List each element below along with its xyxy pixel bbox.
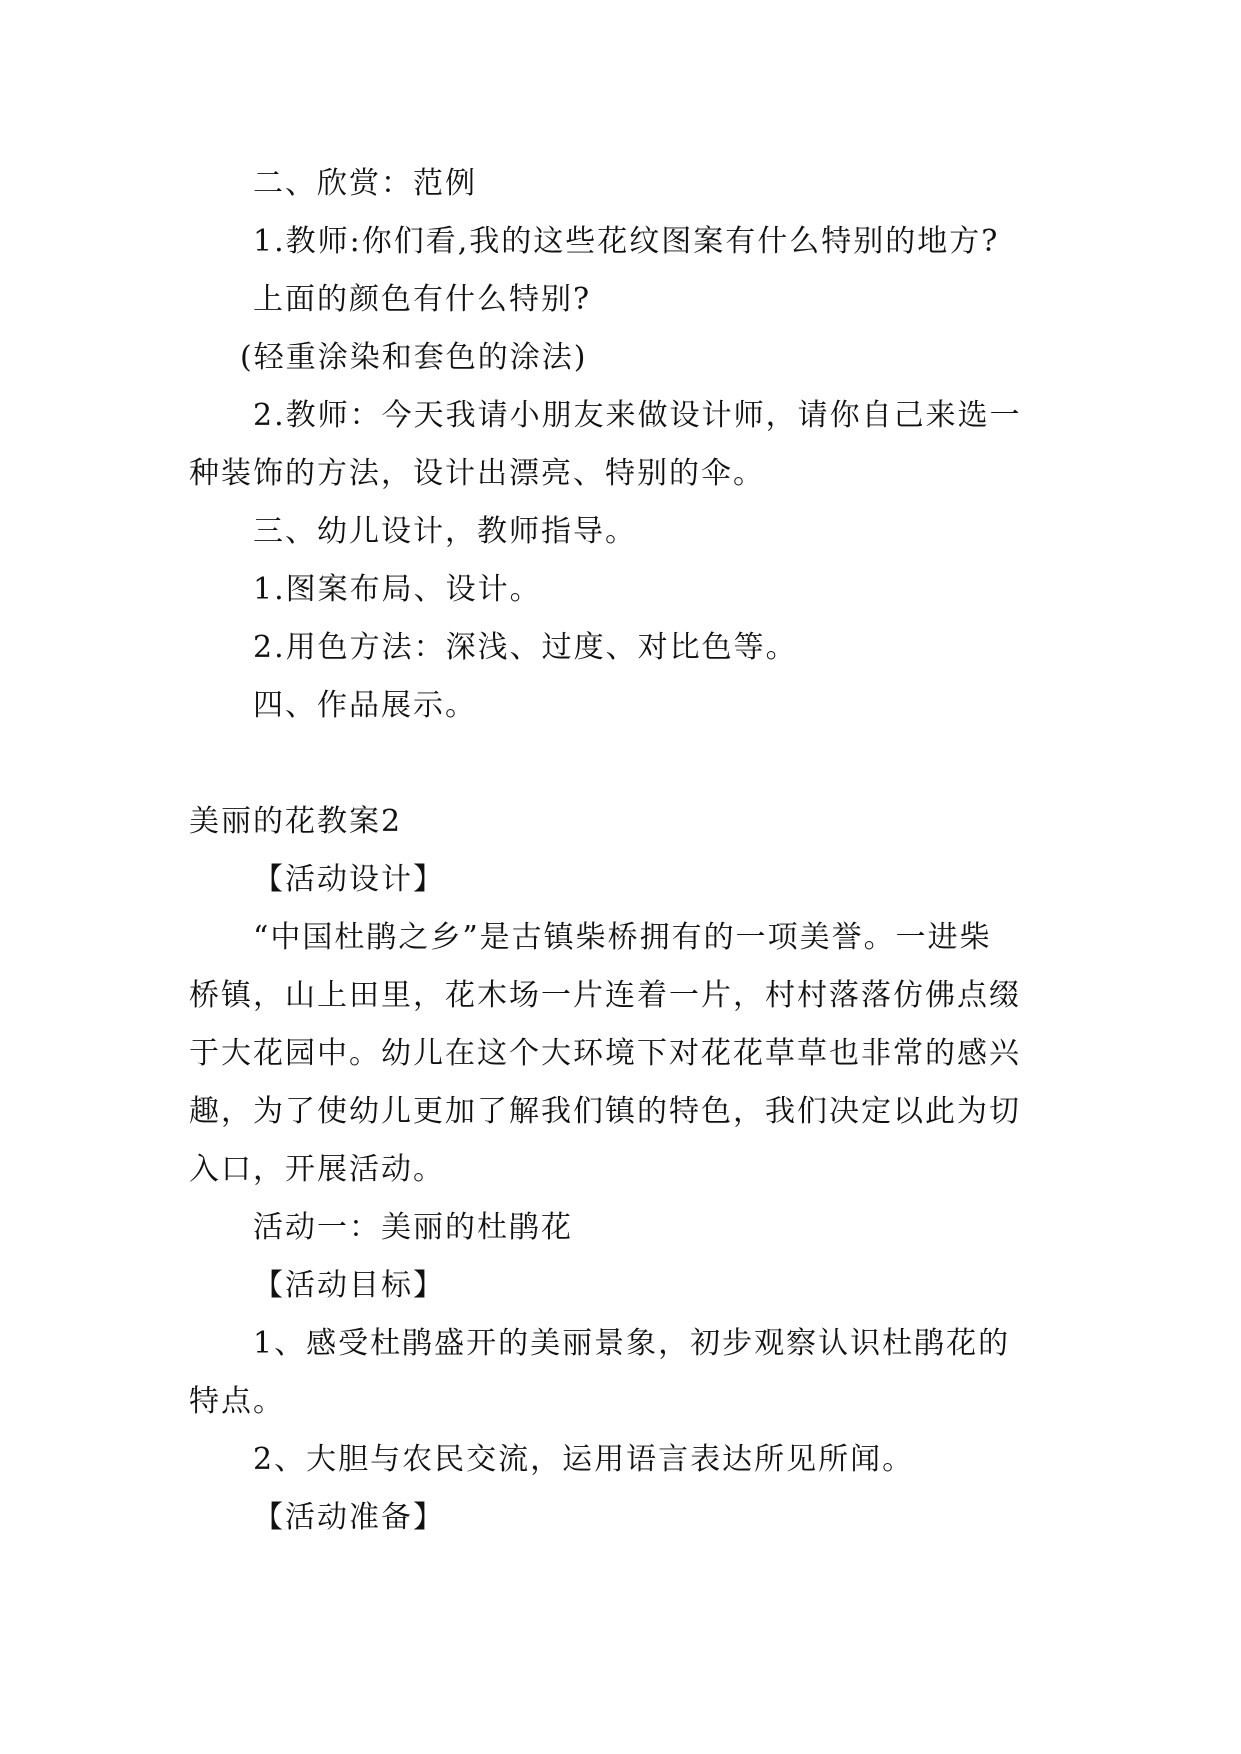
paragraph: “中国杜鹃之乡”是古镇柴桥拥有的一项美誉。一进柴 — [253, 920, 992, 955]
list-item: 1.图案布局、设计。 — [253, 572, 542, 607]
paragraph: 特点。 — [189, 1384, 285, 1419]
paragraph: 趣，为了使幼儿更加了解我们镇的特色，我们决定以此为切 — [189, 1094, 1021, 1129]
bracket-heading-activity-preparation: 【活动准备】 — [253, 1500, 445, 1535]
paragraph: 桥镇，山上田里，花木场一片连着一片，村村落落仿佛点缀 — [189, 978, 1021, 1013]
paragraph: 入口，开展活动。 — [189, 1152, 445, 1187]
activity-heading: 活动一：美丽的杜鹃花 — [253, 1210, 573, 1245]
paragraph: 上面的颜色有什么特别? — [253, 282, 592, 317]
list-item: 2.用色方法：深浅、过度、对比色等。 — [253, 630, 798, 665]
bracket-heading-activity-design: 【活动设计】 — [253, 862, 445, 897]
list-item: 1、感受杜鹃盛开的美丽景象，初步观察认识杜鹃花的 — [253, 1326, 1011, 1361]
section-heading-design: 三、幼儿设计，教师指导。 — [253, 514, 637, 549]
paragraph: 2.教师：今天我请小朋友来做设计师，请你自己来选一 — [253, 398, 1022, 433]
paragraph: 1.教师:你们看,我的这些花纹图案有什么特别的地方? — [253, 224, 1000, 259]
section-heading-appreciation: 二、欣赏：范例 — [253, 166, 477, 201]
paragraph: (轻重涂染和套色的涂法) — [240, 340, 588, 375]
paragraph: 于大花园中。幼儿在这个大环境下对花花草草也非常的感兴 — [189, 1036, 1021, 1071]
list-item: 2、大胆与农民交流，运用语言表达所见所闻。 — [253, 1442, 915, 1477]
paragraph: 种装饰的方法，设计出漂亮、特别的伞。 — [189, 456, 765, 491]
bracket-heading-activity-goals: 【活动目标】 — [253, 1268, 445, 1303]
document-title: 美丽的花教案2 — [189, 804, 403, 839]
section-heading-exhibition: 四、作品展示。 — [253, 688, 477, 723]
